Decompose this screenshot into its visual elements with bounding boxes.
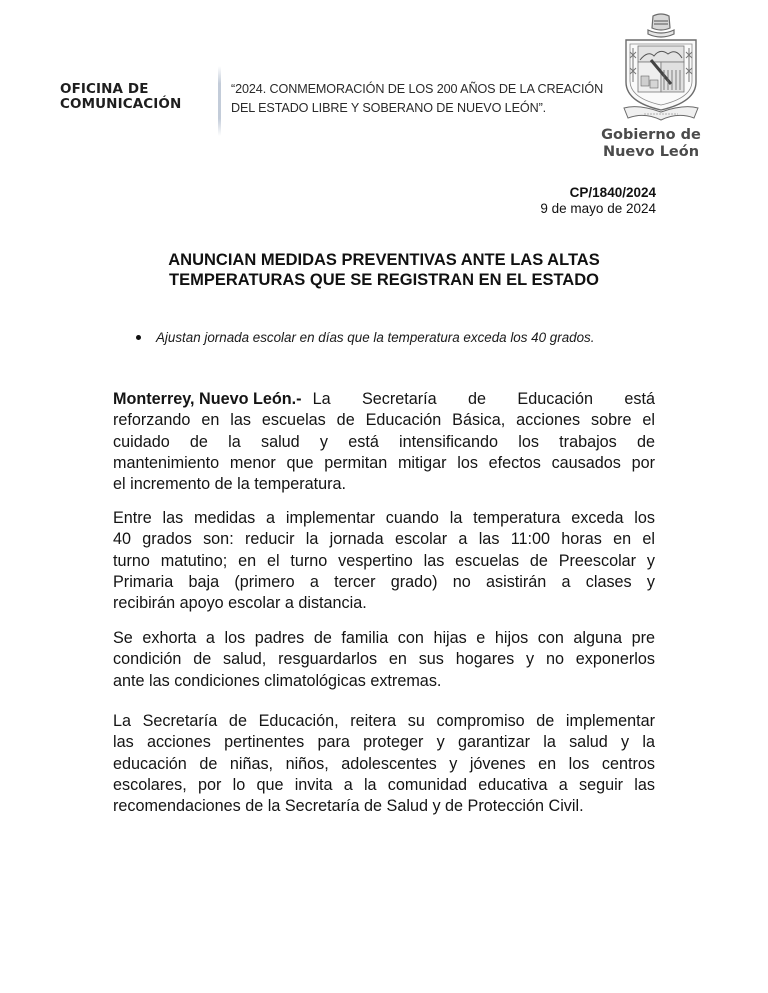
paragraph-line-text: mantenimiento menor que permitan mitigar los efectos causados por	[113, 453, 655, 472]
paragraph-line	[113, 551, 655, 572]
paragraph-line	[113, 432, 655, 453]
paragraph-line-text: Entre las medidas a implementar cuando la temperatura exceda los	[113, 509, 655, 527]
gov-name-line1: Gobierno de	[601, 127, 701, 143]
bullet-text: Ajustan jornada escolar en días que la temperatura exceda los 40 grados.	[156, 330, 595, 345]
office-name	[60, 82, 181, 112]
paragraph-line-text: Primaria baja (primero a tercer grado) no asistirán a clases y	[113, 572, 655, 591]
paragraph-line	[113, 474, 655, 495]
paragraph-line-text: reforzando en las escuelas de Educación Básica, acciones sobre el	[113, 411, 655, 430]
paragraph-line	[113, 649, 655, 670]
office-name-line2: COMUNICACIÓN	[60, 96, 182, 112]
dateline-lead: Monterrey, Nuevo León.-	[113, 390, 302, 408]
bullet-item	[136, 330, 594, 346]
paragraph-2	[113, 508, 655, 614]
paragraph-line	[113, 453, 655, 474]
paragraph-line-text: Se exhorta a los padres de familia con hijas e hijos con alguna pre	[113, 629, 655, 647]
paragraph-line-text: La Secretaría de Educación está	[312, 390, 655, 408]
paragraph-line-text: La Secretaría de Educación, reitera su compromiso de implementar	[113, 712, 655, 730]
paragraph-4	[113, 711, 655, 817]
title-line2: TEMPERATURAS QUE SE REGISTRAN EN EL ESTADO	[169, 271, 599, 289]
paragraph-line	[113, 410, 655, 431]
paragraph-line-text: ante las condiciones climatológicas extremas.	[113, 671, 442, 690]
paragraph-line-text: turno matutino; en el turno vespertino las escuelas de Preescolar y	[113, 551, 655, 570]
paragraph-line	[113, 628, 655, 649]
page-title	[113, 250, 655, 290]
paragraph-line	[113, 529, 655, 550]
paragraph-line	[113, 796, 655, 817]
reference-block	[540, 185, 656, 217]
coat-of-arms-seal	[618, 12, 704, 122]
paragraph-line	[113, 711, 655, 732]
paragraph-line	[113, 389, 655, 410]
title-line1: ANUNCIAN MEDIDAS PREVENTIVAS ANTE LAS ALTAS	[168, 251, 600, 269]
paragraph-line-text: escolares, por lo que invita a la comunidad educativa a seguir las	[113, 775, 655, 794]
motto-line2: DEL ESTADO LIBRE Y SOBERANO DE NUEVO LEÓN”.	[231, 101, 547, 115]
paragraph-3	[113, 628, 655, 692]
paragraph-line-text: recibirán apoyo escolar a distancia.	[113, 594, 367, 613]
paragraph-line-text: el incremento de la temperatura.	[113, 475, 347, 494]
release-date: 9 de mayo de 2024	[540, 201, 656, 216]
paragraph-line-text: condición de salud, resguardarlos en sus hogares y no exponerlos	[113, 650, 655, 669]
header-divider	[218, 66, 221, 136]
bullet-dot-icon	[136, 335, 141, 340]
commemoration-motto	[231, 80, 603, 118]
paragraph-line	[113, 593, 655, 614]
paragraph-line-text: recomendaciones de la Secretaría de Salud y de Protección Civil.	[113, 797, 584, 816]
paragraph-line	[113, 732, 655, 753]
paragraph-line	[113, 775, 655, 796]
gov-name-line2: Nuevo León	[602, 144, 700, 160]
paragraph-line-text: cuidado de la salud y está intensificando los trabajos de	[113, 432, 655, 451]
helmet-icon	[648, 14, 674, 37]
paragraph-line-text: educación de niñas, niños, adolescentes y jóvenes en los centros	[113, 754, 655, 773]
paragraph-line	[113, 508, 655, 529]
government-name	[596, 127, 706, 161]
paragraph-1	[113, 389, 655, 495]
office-name-line1: OFICINA DE	[60, 81, 149, 97]
press-release-code: CP/1840/2024	[569, 185, 656, 200]
motto-line1: “2024. CONMEMORACIÓN DE LOS 200 AÑOS DE LA CREACIÓN	[231, 82, 604, 96]
paragraph-line-text: las acciones pertinentes para proteger y garantizar la salud y la	[113, 733, 655, 752]
paragraph-line	[113, 754, 655, 775]
paragraph-line-text: 40 grados son: reducir la jornada escolar a las 11:00 horas en el	[113, 530, 655, 549]
paragraph-line	[113, 671, 655, 692]
paragraph-line	[113, 572, 655, 593]
